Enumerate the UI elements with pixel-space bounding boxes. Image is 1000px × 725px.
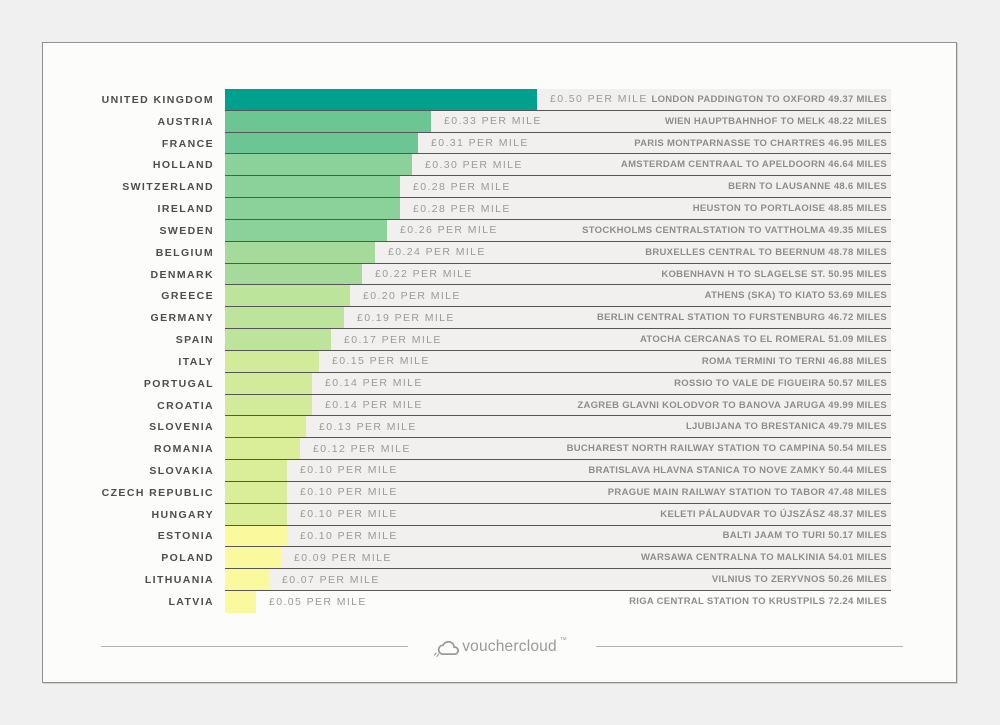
- country-label: POLAND: [161, 552, 214, 565]
- price-label: £0.50 PER MILE: [550, 93, 648, 106]
- chart-row: [43, 176, 956, 198]
- route-label: BUCHAREST NORTH RAILWAY STATION TO CAMPINA 50.54 MILES: [566, 443, 887, 455]
- country-label: SLOVAKIA: [149, 464, 214, 477]
- chart-row: [43, 526, 956, 548]
- price-label: £0.15 PER MILE: [332, 355, 430, 368]
- price-bar: [225, 133, 418, 154]
- price-bar: [225, 307, 344, 328]
- price-bar: [225, 416, 306, 437]
- price-bar: [225, 395, 312, 416]
- price-bar: [225, 438, 300, 459]
- price-label: £0.14 PER MILE: [325, 399, 423, 411]
- price-label: £0.10 PER MILE: [300, 486, 398, 499]
- price-label: £0.22 PER MILE: [375, 268, 473, 281]
- price-bar: [225, 373, 312, 394]
- row-band: [225, 395, 891, 417]
- row-band: [225, 351, 891, 373]
- row-band: [225, 220, 891, 242]
- price-label: £0.10 PER MILE: [300, 529, 398, 542]
- route-label: KELETI PÁLAUDVAR TO ÚJSZÁSZ 48.37 MILES: [660, 508, 887, 520]
- route-label: HEUSTON TO PORTLAOISE 48.85 MILES: [692, 203, 887, 215]
- row-band: [225, 242, 891, 264]
- chart-row: [43, 154, 956, 176]
- price-bar: [225, 242, 375, 263]
- row-band: [225, 526, 891, 548]
- chart-row: [43, 438, 956, 460]
- trademark-symbol: ™: [559, 637, 567, 644]
- chart-row: [43, 373, 956, 395]
- route-label: WIEN HAUPTBAHNHOF TO MELK 48.22 MILES: [664, 115, 887, 127]
- route-label: AMSTERDAM CENTRAAL TO APELDOORN 46.64 MILES: [620, 159, 887, 171]
- country-label: CROATIA: [157, 399, 214, 412]
- row-band: [225, 329, 891, 351]
- row-band: [225, 591, 891, 613]
- infographic-card: [42, 42, 957, 683]
- chart-row: [43, 111, 956, 133]
- route-label: ZAGREB GLAVNI KOLODVOR TO BANOVA JARUGA 49.99 MILES: [577, 399, 887, 411]
- vouchercloud-logo: [432, 632, 567, 662]
- route-label: STOCKHOLMS CENTRALSTATION TO VATTHOLMA 49.35 MILES: [582, 224, 887, 236]
- price-label: £0.20 PER MILE: [363, 289, 461, 302]
- price-bar: [225, 176, 400, 197]
- row-band: [225, 482, 891, 504]
- route-label: KOBENHAVN H TO SLAGELSE ST. 50.95 MILES: [661, 268, 887, 280]
- chart-row: [43, 285, 956, 307]
- bar-chart: [43, 89, 956, 613]
- route-label: PARIS MONTPARNASSE TO CHARTRES 46.95 MILES: [634, 137, 887, 149]
- chart-row: [43, 416, 956, 438]
- route-label: ATOCHA CERCANAS TO EL ROMERAL 51.09 MILES: [639, 334, 887, 346]
- price-bar: [225, 460, 287, 481]
- price-bar: [225, 154, 412, 175]
- row-band: [225, 89, 891, 111]
- price-label: £0.12 PER MILE: [313, 442, 411, 455]
- country-label: UNITED KINGDOM: [101, 93, 214, 106]
- country-label: ROMANIA: [154, 443, 214, 456]
- route-label: ROMA TERMINI TO TERNI 46.88 MILES: [701, 355, 887, 367]
- footer-divider-right: [596, 646, 903, 647]
- row-band: [225, 154, 891, 176]
- route-label: VILNIUS TO ZERYVNOS 50.26 MILES: [711, 574, 887, 586]
- price-label: £0.05 PER MILE: [269, 595, 367, 608]
- price-bar: [225, 569, 269, 590]
- footer-divider-left: [101, 646, 408, 647]
- chart-row: [43, 220, 956, 242]
- chart-row: [43, 307, 956, 329]
- row-band: [225, 504, 891, 526]
- row-band: [225, 111, 891, 133]
- price-label: £0.09 PER MILE: [294, 551, 392, 564]
- country-label: CZECH REPUBLIC: [101, 486, 214, 499]
- route-label: LONDON PADDINGTON TO OXFORD 49.37 MILES: [651, 93, 887, 105]
- country-label: SWEDEN: [159, 224, 214, 237]
- country-label: SPAIN: [175, 334, 214, 347]
- brand-name: vouchercloud: [462, 638, 557, 655]
- chart-row: [43, 89, 956, 111]
- price-label: £0.28 PER MILE: [413, 202, 511, 215]
- price-label: £0.30 PER MILE: [425, 158, 523, 171]
- country-label: FRANCE: [161, 137, 214, 150]
- country-label: ITALY: [178, 355, 214, 368]
- price-bar: [225, 285, 350, 306]
- row-band: [225, 460, 891, 482]
- price-label: £0.31 PER MILE: [431, 137, 529, 150]
- country-label: LITHUANIA: [144, 574, 214, 587]
- price-label: £0.33 PER MILE: [444, 115, 542, 128]
- chart-row: [43, 395, 956, 417]
- country-label: BELGIUM: [155, 246, 214, 259]
- row-band: [225, 416, 891, 438]
- country-label: DENMARK: [150, 268, 214, 281]
- route-label: ROSSIO TO VALE DE FIGUEIRA 50.57 MILES: [674, 377, 887, 389]
- price-bar: [225, 351, 319, 372]
- country-label: GERMANY: [150, 312, 214, 325]
- row-band: [225, 198, 891, 220]
- chart-row: [43, 242, 956, 264]
- route-label: BRATISLAVA HLAVNA STANICA TO NOVE ZAMKY 50.44 MILES: [588, 464, 887, 476]
- country-label: GREECE: [161, 290, 214, 303]
- chart-row: [43, 482, 956, 504]
- row-band: [225, 569, 891, 591]
- row-band: [225, 547, 891, 569]
- row-band: [225, 264, 891, 286]
- price-label: £0.17 PER MILE: [344, 333, 442, 346]
- price-label: £0.26 PER MILE: [400, 224, 498, 237]
- chart-row: [43, 329, 956, 351]
- footer: [43, 631, 956, 667]
- row-band: [225, 373, 891, 395]
- route-label: WARSAWA CENTRALNA TO MALKINIA 54.01 MILES: [641, 552, 887, 564]
- price-label: £0.24 PER MILE: [388, 246, 486, 259]
- price-bar: [225, 547, 281, 568]
- country-label: LATVIA: [168, 595, 214, 608]
- cloud-icon: [432, 636, 459, 659]
- price-label: £0.10 PER MILE: [300, 464, 398, 477]
- price-label: £0.10 PER MILE: [300, 508, 398, 521]
- price-bar: [225, 89, 537, 110]
- price-bar: [225, 264, 362, 285]
- price-bar: [225, 591, 256, 613]
- country-label: IRELAND: [157, 203, 214, 216]
- row-band: [225, 307, 891, 329]
- price-label: £0.07 PER MILE: [282, 573, 380, 586]
- chart-row: [43, 351, 956, 373]
- route-label: RIGA CENTRAL STATION TO KRUSTPILS 72.24 MILES: [629, 596, 887, 608]
- price-label: £0.14 PER MILE: [325, 377, 423, 390]
- route-label: ATHENS (SKA) TO KIATO 53.69 MILES: [704, 290, 887, 302]
- chart-row: [43, 264, 956, 286]
- row-band: [225, 176, 891, 198]
- row-band: [225, 285, 891, 307]
- route-label: BERLIN CENTRAL STATION TO FURSTENBURG 46.72 MILES: [596, 312, 887, 324]
- row-band: [225, 438, 891, 460]
- price-bar: [225, 504, 287, 525]
- country-label: ESTONIA: [157, 530, 214, 543]
- country-label: SWITZERLAND: [122, 181, 214, 194]
- price-label: £0.19 PER MILE: [357, 311, 455, 324]
- price-label: £0.13 PER MILE: [319, 420, 417, 433]
- route-label: BERN TO LAUSANNE 48.6 MILES: [728, 181, 887, 193]
- price-bar: [225, 482, 287, 503]
- chart-row: [43, 504, 956, 526]
- country-label: PORTUGAL: [143, 377, 214, 390]
- route-label: BALTI JAAM TO TURI 50.17 MILES: [722, 530, 887, 542]
- route-label: LJUBIJANA TO BRESTANICA 49.79 MILES: [685, 421, 887, 433]
- price-bar: [225, 220, 387, 241]
- country-label: AUSTRIA: [157, 115, 214, 128]
- country-label: HOLLAND: [152, 159, 214, 172]
- chart-row: [43, 591, 956, 613]
- chart-row: [43, 460, 956, 482]
- price-bar: [225, 198, 400, 219]
- route-label: PRAGUE MAIN RAILWAY STATION TO TABOR 47.48 MILES: [607, 486, 887, 498]
- chart-row: [43, 547, 956, 569]
- price-bar: [225, 111, 431, 132]
- price-bar: [225, 329, 331, 350]
- route-label: BRUXELLES CENTRAL TO BEERNUM 48.78 MILES: [645, 246, 887, 258]
- price-label: £0.28 PER MILE: [413, 180, 511, 193]
- price-bar: [225, 526, 287, 547]
- row-band: [225, 133, 891, 155]
- country-label: SLOVENIA: [149, 421, 214, 434]
- chart-row: [43, 569, 956, 591]
- chart-row: [43, 198, 956, 220]
- chart-row: [43, 133, 956, 155]
- country-label: HUNGARY: [151, 508, 214, 521]
